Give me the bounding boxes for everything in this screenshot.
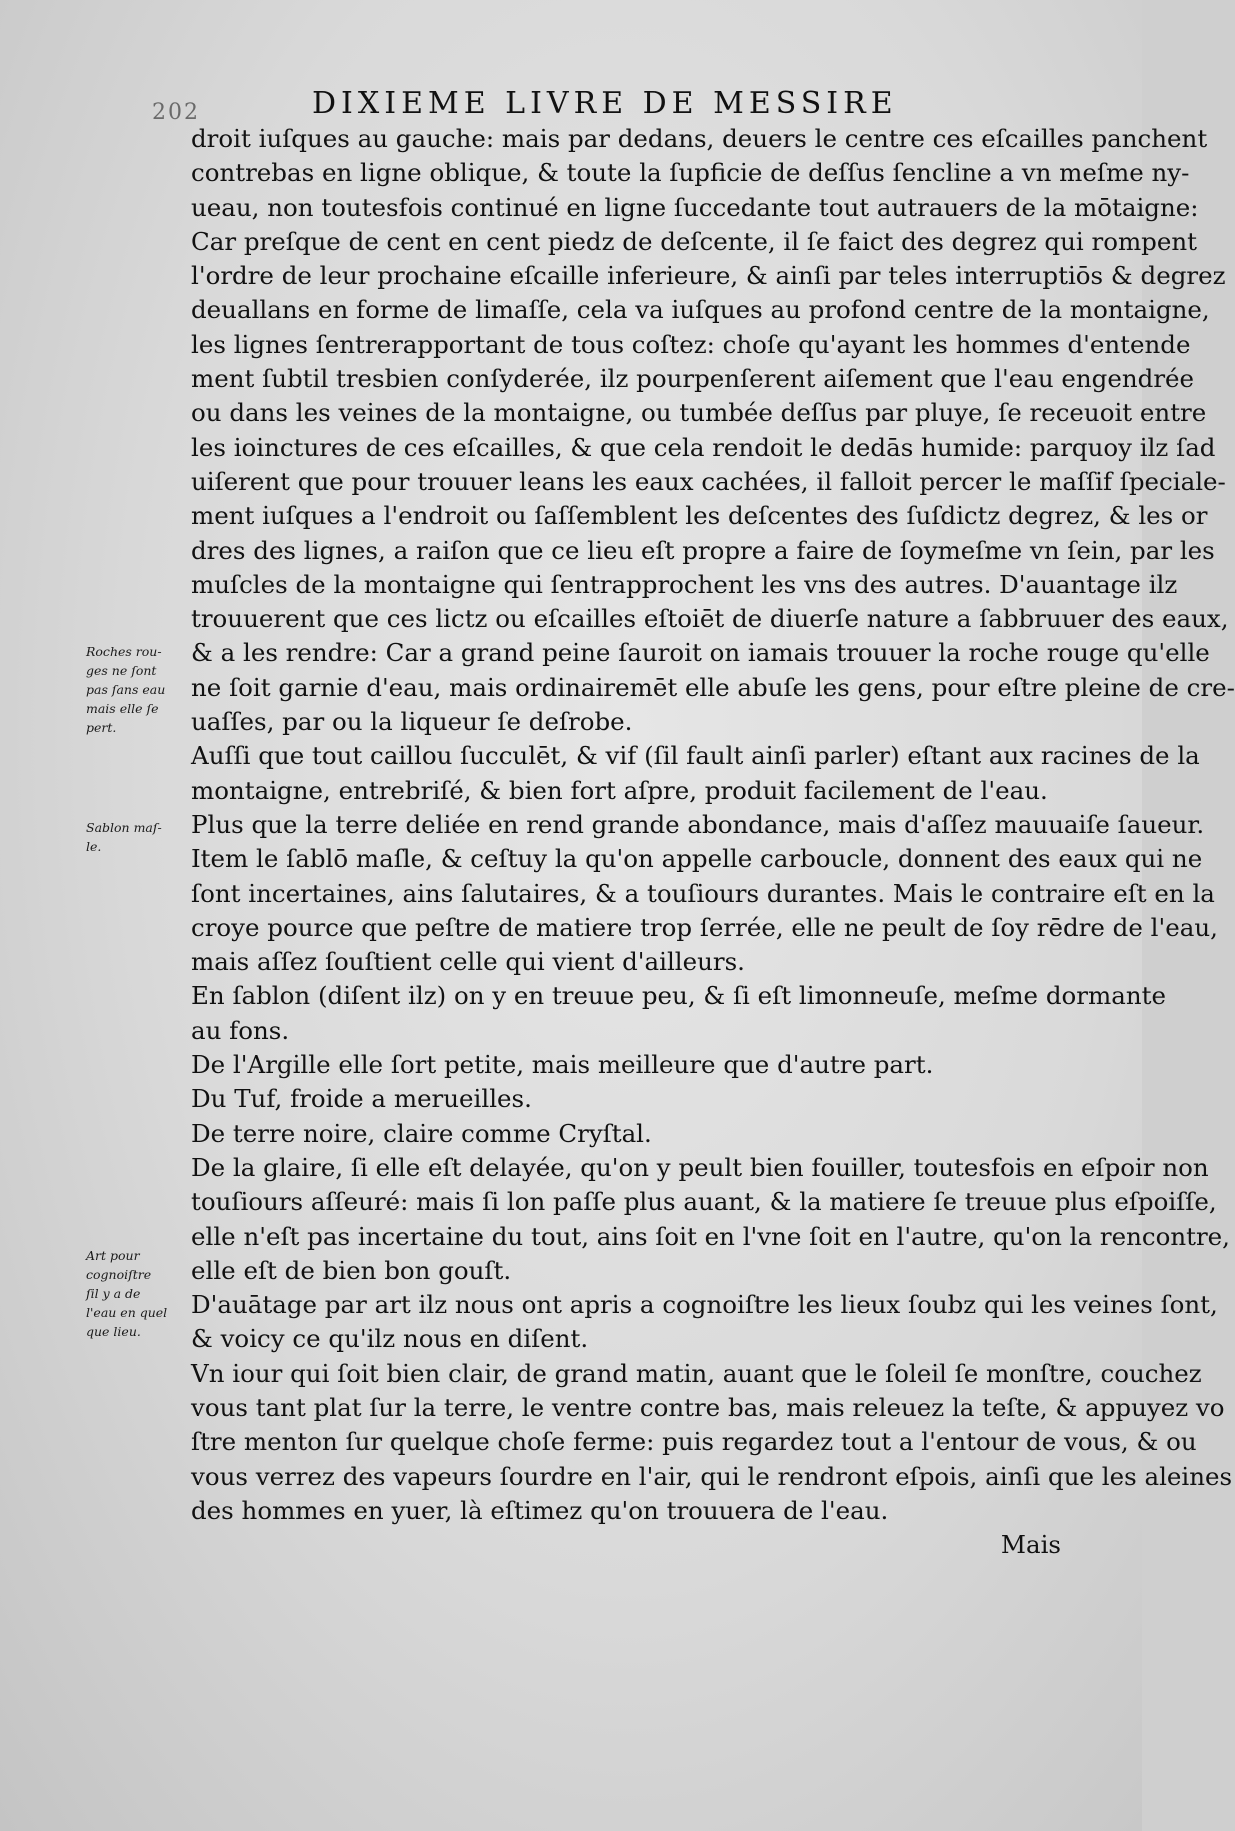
text-line: muſcles de la montaigne qui ſentrapprochent les vns des autres. D'auantage ilz <box>191 569 1178 599</box>
margin-note-line: mais elle ſe <box>86 701 159 716</box>
margin-note-line: ges ne ſont <box>86 663 157 678</box>
text-line: elle n'eſt pas incertaine du tout, ains ſoit en l'vne ſoit en l'autre, qu'on la rencontre, <box>191 1221 1230 1251</box>
text-line: Vn iour qui ſoit bien clair, de grand matin, auant que le ſoleil ſe monſtre, couchez <box>191 1358 1202 1388</box>
text-line: D'auātage par art ilz nous ont apris a cognoiſtre les lieux ſoubz qui les veines ſont, <box>191 1290 1218 1320</box>
text-line: & voicy ce qu'ilz nous en diſent. <box>191 1324 589 1354</box>
text-line: ou dans les veines de la montaigne, ou tumbée deſſus par pluye, ſe receuoit entre <box>191 398 1207 428</box>
text-line: trouuerent que ces lictz ou eſcailles eſtoiēt de diuerſe nature a ſabbruuer des eaux, <box>191 604 1229 634</box>
text-line: montaigne, entrebriſé, & bien fort aſpre, produit facilement de l'eau. <box>191 775 1048 805</box>
margin-note-line: Art pour <box>86 1248 140 1263</box>
text-line: ment iuſques a l'endroit ou ſaſſemblent les deſcentes des ſuſdictz degrez, & les or <box>191 501 1208 531</box>
text-line: & a les rendre: Car a grand peine ſauroit on iamais trouuer la roche rouge qu'elle <box>191 638 1210 668</box>
margin-note-line: l'eau en quel <box>86 1305 168 1320</box>
body-text <box>191 122 1235 1562</box>
text-line: Plus que la terre deliée en rend grande abondance, mais d'aſſez mauuaiſe ſaueur. <box>191 809 1205 839</box>
margin-note-line: que lieu. <box>86 1324 141 1339</box>
text-line: En ſablon (diſent ilz) on y en treuue peu, & ſi eſt limonneuſe, meſme dormante <box>191 981 1166 1011</box>
text-line: De terre noire, claire comme Cryſtal. <box>191 1118 652 1148</box>
text-line: croye pource que peſtre de matiere trop ſerrée, elle ne peult de ſoy rēdre de l'eau, <box>191 912 1218 942</box>
margin-note-sablon-masle <box>86 818 186 856</box>
text-line: des hommes en yuer, là eſtimez qu'on trouuera de l'eau. <box>191 1495 889 1525</box>
text-line: les lignes ſentrerapportant de tous coſtez: choſe qu'ayant les hommes d'entende <box>191 329 1191 359</box>
text-line: les ioinctures de ces eſcailles, & que cela rendoit le dedās humide: parquoy ilz ſad <box>191 432 1216 462</box>
text-line: vous tant plat ſur la terre, le ventre contre bas, mais releuez la teſte, & appuyez vo <box>191 1392 1225 1422</box>
text-line: ment ſubtil tresbien conſyderée, ilz pourpenſerent aiſement que l'eau engendrée <box>191 364 1195 394</box>
margin-note-line: Sablon maſ- <box>86 820 162 835</box>
text-line: ſtre menton ſur quelque choſe ferme: puis regardez tout a l'entour de vous, & ou <box>191 1427 1197 1457</box>
text-line: Du Tuf, froide a merueilles. <box>191 1084 532 1114</box>
text-line: uaſſes, par ou la liqueur ſe deſrobe. <box>191 707 633 737</box>
catchword: Mais <box>1000 1530 1061 1560</box>
text-line: au fons. <box>191 1015 290 1045</box>
margin-note-line: pert. <box>86 720 117 735</box>
text-line: vous verrez des vapeurs ſourdre en l'air, qui le rendront eſpois, ainſi que les aleines <box>191 1461 1233 1491</box>
margin-note-line: ſil y a de <box>86 1286 141 1301</box>
text-line: l'ordre de leur prochaine eſcaille inferieure, & ainſi par teles interruptiōs & degrez <box>191 261 1226 291</box>
text-line: droit iuſques au gauche: mais par dedans, deuers le centre ces eſcailles panchent <box>191 124 1208 153</box>
text-line: ne ſoit garnie d'eau, mais ordinairemēt elle abuſe les gens, pour eſtre pleine de cre- <box>191 672 1235 702</box>
text-line: Car preſque de cent en cent piedz de deſcente, il ſe faict des degrez qui rompent <box>191 226 1197 256</box>
running-head: DIXIEME LIVRE DE MESSIRE <box>312 86 898 121</box>
text-line: contrebas en ligne oblique, & toute la ſupficie de deſſus ſencline a vn meſme ny- <box>191 158 1190 188</box>
text-line: uiſerent que pour trouuer leans les eaux cachées, il falloit percer le maſſif ſpeciale- <box>191 466 1226 496</box>
folio-number: 202 <box>152 100 200 125</box>
text-line: dres des lignes, a raiſon que ce lieu eſt propre a faire de ſoymeſme vn ſein, par les <box>191 535 1215 565</box>
text-line: ſont incertaines, ains ſalutaires, & a touſiours durantes. Mais le contraire eſt en la <box>191 878 1215 908</box>
text-line: ueau, non toutesfois continué en ligne ſuccedante tout autrauers de la mōtaigne: <box>191 192 1199 222</box>
margin-note-line: pas ſans eau <box>86 682 166 697</box>
text-line: Auſſi que tout caillou ſucculēt, & vif (ſil fault ainſi parler) eſtant aux racines de la <box>191 741 1200 771</box>
text-line: elle eſt de bien bon gouſt. <box>191 1255 512 1285</box>
margin-note-line: cognoiſtre <box>86 1267 152 1282</box>
text-line: mais aſſez ſouſtient celle qui vient d'ailleurs. <box>191 947 745 977</box>
margin-note-line: Roches rou- <box>86 644 162 659</box>
text-line: De l'Argille elle ſort petite, mais meilleure que d'autre part. <box>191 1050 934 1080</box>
text-line: Item le ſablō maſle, & ceſtuy la qu'on appelle carboucle, donnent des eaux qui ne <box>191 844 1203 874</box>
margin-note-roches-rouges <box>86 642 186 737</box>
text-line: De la glaire, ſi elle eſt delayée, qu'on y peult bien fouiller, toutesfois en eſpoir non <box>191 1152 1209 1182</box>
margin-note-line: le. <box>86 839 102 854</box>
margin-note-art-pour-cognoistre <box>86 1246 186 1341</box>
text-line: deuallans en forme de limaſſe, cela va iuſques au profond centre de la montaigne, <box>191 295 1210 325</box>
text-line: touſiours aſſeuré: mais ſi lon paſſe plus auant, & la matiere ſe treuue plus eſpoiſſe, <box>191 1187 1217 1217</box>
